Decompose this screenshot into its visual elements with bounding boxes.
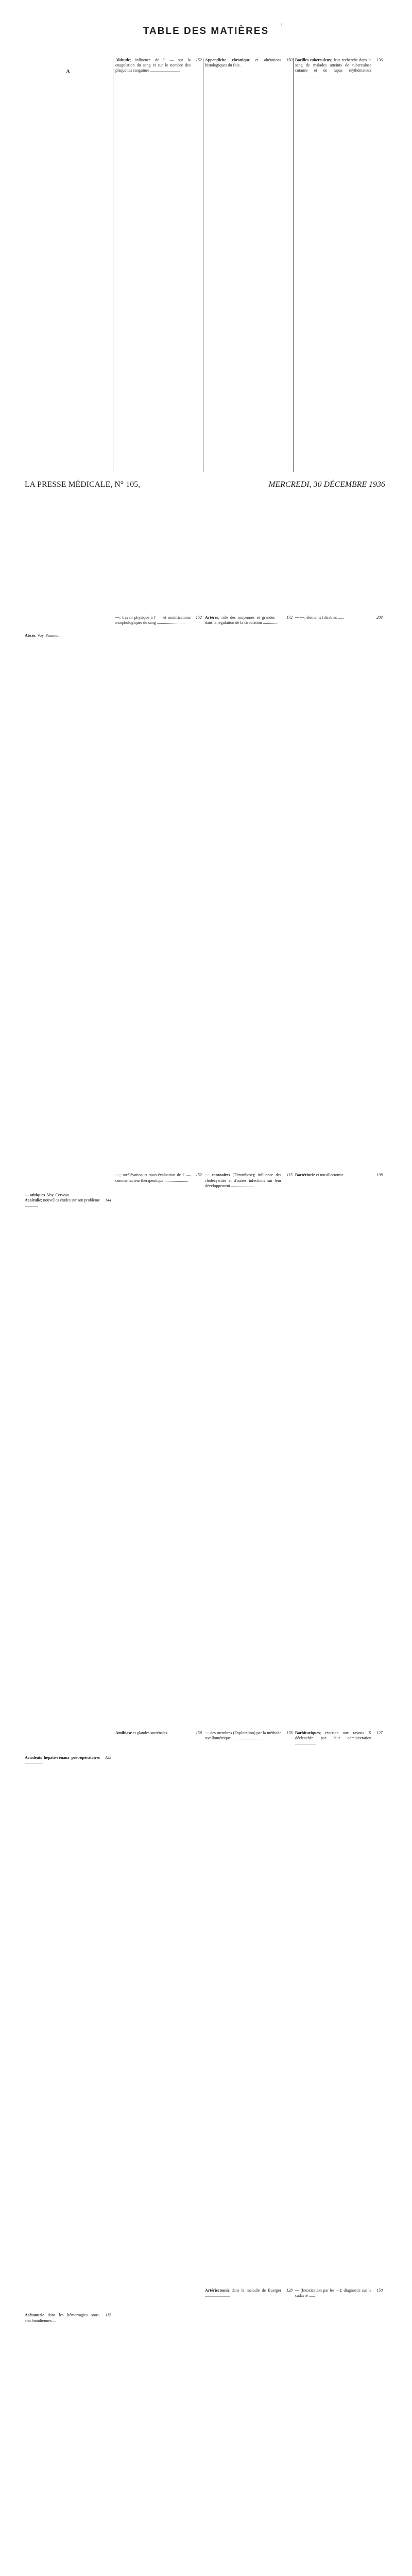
index-page-number: 158 <box>196 1730 202 1735</box>
index-entry-text: Acétonurie dans les hémorragies sous-arachnoïdiennes.... <box>25 2313 100 2323</box>
index-page-number: 150 <box>286 58 293 62</box>
index-column-3 <box>205 58 293 2576</box>
index-entry <box>25 1198 111 1755</box>
index-page-number: 127 <box>376 1730 383 1735</box>
index-entry <box>25 79 111 638</box>
index-page-number: 152 <box>196 1173 202 1178</box>
index-page-number: 115 <box>105 2313 111 2318</box>
index-entry <box>205 58 293 615</box>
index-entry-text: Artères; rôle des moyennes et grandes — dans la régulation de la circulation ............... <box>205 615 281 625</box>
index-entry-text: —; surélévation et sous-évaluation de l' — comme facteur thérapeutique ....................... <box>115 1173 191 1183</box>
index-page-number <box>100 639 111 1196</box>
index-entry <box>115 58 202 615</box>
footer-date: MERCREDI, 30 DÉCEMBRE 1936 <box>268 480 385 489</box>
index-page-number: 144 <box>105 1197 111 1202</box>
index-entry <box>295 58 383 615</box>
index-page-number: 128 <box>286 2287 293 2293</box>
page-footer <box>25 480 385 489</box>
index-entry <box>25 2313 111 2576</box>
index-column-4 <box>295 58 383 2576</box>
index-entry <box>115 615 202 1173</box>
index-page-number: 152 <box>196 58 202 62</box>
index-page-number: 136 <box>376 58 383 62</box>
index-entry <box>205 1173 293 1730</box>
index-page-number: 150 <box>376 2287 383 2293</box>
index-entry-text: Abcès. Voy. Poumon. <box>25 633 61 638</box>
index-entry <box>25 639 111 1198</box>
index-entry <box>295 2288 383 2576</box>
index-entry <box>205 615 293 1173</box>
index-entry-text: Artériectomie dans la maladie de Buerger ........................ <box>205 2287 281 2298</box>
index-entry-text: Accidents hépato-rénaux post-opératoires .................. <box>25 1755 100 1766</box>
index-entry <box>25 1755 111 2313</box>
index-entry <box>295 615 383 1173</box>
index-entry-text: — des membres (Exploration) par la méthode oscillométrique ................................... <box>205 1730 281 1740</box>
index-column-2 <box>115 58 202 2576</box>
index-entry-text: — (Intoxication par les —); diagnostic sur le cadavre ...... <box>295 2287 371 2298</box>
index-entry <box>115 1173 202 1730</box>
index-page-number: 115 <box>286 1173 293 1178</box>
corner-mark: 1 <box>281 23 283 27</box>
index-entry-text: Altitude; influence de l' — sur la coagulation du sang et sur le nombre des plaquettes sanguines ............................. <box>115 58 191 73</box>
index-entry <box>205 1731 293 2288</box>
index-page-number: 125 <box>105 1755 111 1760</box>
section-letter: A <box>66 69 70 75</box>
index-entry <box>115 2288 202 2576</box>
index-entry-text: —; travail physique à l' — et modifications morphologiques du sang ........................... <box>115 615 191 625</box>
index-page-number: 152 <box>196 615 202 620</box>
index-entry-text: — coronaires (Thrombose); influence des cholécystites et d'autres infections sur leur développement ...................... <box>205 1173 281 1188</box>
index-entry-text: Bacilles tuberculeux; leur recherche dans le sang de malades atteints de tuberculose cutanée et de lupus érythémateux .............................. <box>295 58 371 78</box>
index-entry <box>205 2288 293 2576</box>
index-page-number <box>191 2288 202 2576</box>
index-entry <box>115 1731 202 2288</box>
page-title: TABLE DES MATIÈRES <box>143 26 269 37</box>
index-page-number: 198 <box>376 1173 383 1178</box>
index-entry-text: Bactériurie et tonsillectomie .. <box>295 1173 347 1178</box>
index-column-1 <box>25 58 111 2576</box>
index-entry <box>295 1173 383 1730</box>
index-entry <box>295 1731 383 2288</box>
footer-journal: LA PRESSE MÉDICALE, N° 105, <box>25 480 141 489</box>
index-page-number: 172 <box>286 615 293 620</box>
index-entry-text: — —; éléments filtrables ...... <box>295 615 345 620</box>
index-page-number: 203 <box>376 615 383 620</box>
index-entry-text: Acalculie; nouvelles études sur son problème ............. <box>25 1197 100 1208</box>
index-entry-text: Amibiase et glandes surrénales. <box>115 1730 168 1735</box>
index-page-number <box>100 79 111 637</box>
index-entry-text: Appendicite chronique et altérations histologiques du foie. <box>205 58 281 68</box>
column-divider <box>293 58 294 472</box>
index-page-number: 178 <box>286 1730 293 1735</box>
index-entry-text: — otitiques. Voy. Cerveau. <box>25 1192 71 1197</box>
index-entry-text: Barbituriques; réaction aux rayons X déclenchée par leur administration .................... <box>295 1730 371 1745</box>
